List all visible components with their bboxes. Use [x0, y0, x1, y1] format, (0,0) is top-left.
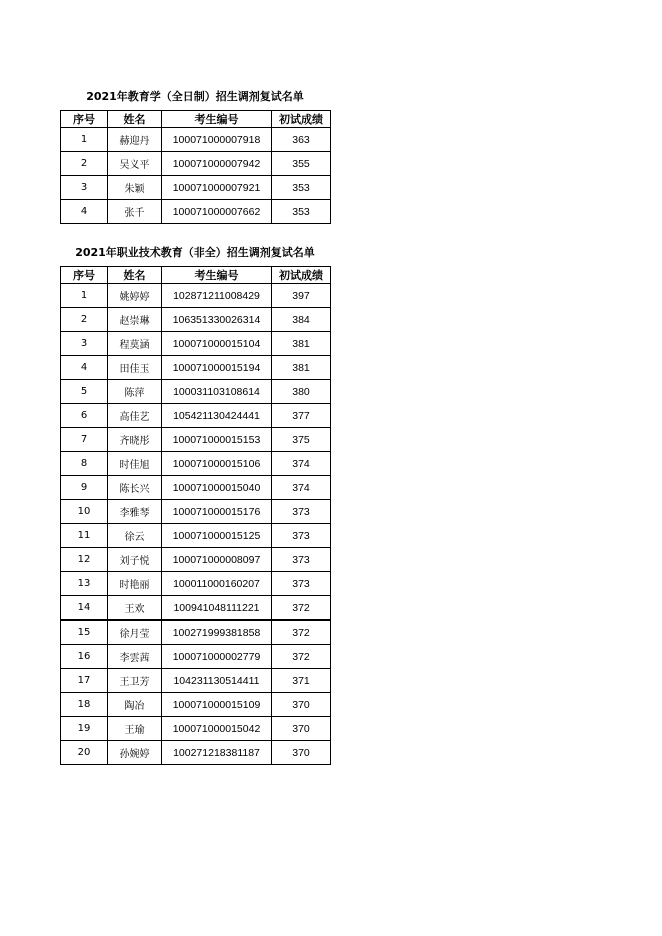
- cell-name: 李雅琴: [108, 500, 162, 524]
- cell-name: 徐月莹: [108, 620, 162, 645]
- cell-index: 18: [61, 693, 108, 717]
- cell-score: 370: [272, 693, 331, 717]
- cell-name: 陈萍: [108, 380, 162, 404]
- cell-exam-id: 100031103108614: [162, 380, 272, 404]
- cell-score: 353: [272, 200, 331, 224]
- cell-score: 371: [272, 669, 331, 693]
- cell-exam-id: 100071000015042: [162, 717, 272, 741]
- cell-score: 397: [272, 284, 331, 308]
- cell-index: 6: [61, 404, 108, 428]
- cell-index: 3: [61, 332, 108, 356]
- cell-score: 377: [272, 404, 331, 428]
- cell-name: 李雲茜: [108, 645, 162, 669]
- table-row: [61, 176, 331, 200]
- fulltime-education-section: [60, 88, 330, 224]
- cell-name: 齐晓彤: [108, 428, 162, 452]
- section-title: 2021年职业技术教育（非全）招生调剂复试名单: [75, 246, 315, 259]
- cell-score: 373: [272, 500, 331, 524]
- cell-exam-id: 100941048111221: [162, 596, 272, 621]
- cell-index: 16: [61, 645, 108, 669]
- cell-index: 13: [61, 572, 108, 596]
- table-row: [61, 596, 331, 621]
- cell-exam-id: 100071000007921: [162, 176, 272, 200]
- table-header-row: [61, 111, 331, 128]
- vocational-education-section: [60, 244, 330, 765]
- cell-index: 17: [61, 669, 108, 693]
- cell-name: 孙婉婷: [108, 741, 162, 765]
- cell-name: 赵崇琳: [108, 308, 162, 332]
- cell-score: 373: [272, 524, 331, 548]
- table-row: [61, 380, 331, 404]
- table-header-row: [61, 267, 331, 284]
- table-row: [61, 645, 331, 669]
- cell-name: 时佳旭: [108, 452, 162, 476]
- cell-name: 王欢: [108, 596, 162, 621]
- header-name: 姓名: [108, 267, 162, 284]
- cell-index: 8: [61, 452, 108, 476]
- cell-score: 373: [272, 548, 331, 572]
- cell-exam-id: 100071000015194: [162, 356, 272, 380]
- cell-name: 张千: [108, 200, 162, 224]
- cell-index: 7: [61, 428, 108, 452]
- table-row: [61, 524, 331, 548]
- cell-index: 5: [61, 380, 108, 404]
- cell-score: 372: [272, 596, 331, 621]
- table-row: [61, 500, 331, 524]
- cell-index: 11: [61, 524, 108, 548]
- cell-index: 19: [61, 717, 108, 741]
- cell-exam-id: 100071000008097: [162, 548, 272, 572]
- table-row: [61, 669, 331, 693]
- vocational-education-table: [60, 266, 331, 765]
- cell-name: 朱颖: [108, 176, 162, 200]
- table-row: [61, 128, 331, 152]
- cell-exam-id: 100071000007662: [162, 200, 272, 224]
- header-exam-id: 考生编号: [162, 267, 272, 284]
- table-row: [61, 717, 331, 741]
- cell-index: 2: [61, 152, 108, 176]
- cell-name: 王瑜: [108, 717, 162, 741]
- cell-index: 14: [61, 596, 108, 621]
- cell-name: 时艳丽: [108, 572, 162, 596]
- cell-index: 15: [61, 620, 108, 645]
- cell-exam-id: 102871211008429: [162, 284, 272, 308]
- cell-score: 372: [272, 645, 331, 669]
- table-row: [61, 741, 331, 765]
- cell-score: 381: [272, 356, 331, 380]
- cell-exam-id: 104231130514411: [162, 669, 272, 693]
- cell-exam-id: 100071000007918: [162, 128, 272, 152]
- cell-score: 370: [272, 717, 331, 741]
- cell-index: 10: [61, 500, 108, 524]
- cell-score: 372: [272, 620, 331, 645]
- cell-exam-id: 100011000160207: [162, 572, 272, 596]
- cell-index: 12: [61, 548, 108, 572]
- cell-score: 375: [272, 428, 331, 452]
- cell-score: 370: [272, 741, 331, 765]
- cell-exam-id: 100071000015104: [162, 332, 272, 356]
- table-row: [61, 620, 331, 645]
- header-name: 姓名: [108, 111, 162, 128]
- cell-name: 田佳玉: [108, 356, 162, 380]
- cell-exam-id: 100071000015176: [162, 500, 272, 524]
- cell-index: 2: [61, 308, 108, 332]
- cell-name: 陶冶: [108, 693, 162, 717]
- table-row: [61, 152, 331, 176]
- header-score: 初试成绩: [272, 111, 331, 128]
- header-index: 序号: [61, 267, 108, 284]
- cell-score: 353: [272, 176, 331, 200]
- table-row: [61, 404, 331, 428]
- cell-name: 赫迎丹: [108, 128, 162, 152]
- cell-score: 355: [272, 152, 331, 176]
- cell-exam-id: 100071000015125: [162, 524, 272, 548]
- cell-score: 380: [272, 380, 331, 404]
- cell-index: 20: [61, 741, 108, 765]
- cell-index: 1: [61, 128, 108, 152]
- table-row: [61, 548, 331, 572]
- header-score: 初试成绩: [272, 267, 331, 284]
- cell-exam-id: 100071000015040: [162, 476, 272, 500]
- section-title: 2021年教育学（全日制）招生调剂复试名单: [86, 90, 304, 103]
- table-row: [61, 452, 331, 476]
- cell-exam-id: 100071000002779: [162, 645, 272, 669]
- cell-name: 程莫涵: [108, 332, 162, 356]
- cell-score: 363: [272, 128, 331, 152]
- table-row: [61, 284, 331, 308]
- table-row: [61, 693, 331, 717]
- cell-exam-id: 100071000015153: [162, 428, 272, 452]
- cell-exam-id: 100071000015106: [162, 452, 272, 476]
- cell-name: 姚婷婷: [108, 284, 162, 308]
- table-row: [61, 356, 331, 380]
- table-row: [61, 476, 331, 500]
- fulltime-education-table: [60, 110, 331, 224]
- cell-name: 陈长兴: [108, 476, 162, 500]
- cell-name: 王卫芳: [108, 669, 162, 693]
- cell-exam-id: 100271218381187: [162, 741, 272, 765]
- cell-score: 373: [272, 572, 331, 596]
- cell-index: 4: [61, 356, 108, 380]
- cell-name: 高佳艺: [108, 404, 162, 428]
- cell-name: 刘子悦: [108, 548, 162, 572]
- cell-index: 1: [61, 284, 108, 308]
- table-row: [61, 332, 331, 356]
- cell-exam-id: 100071000007942: [162, 152, 272, 176]
- table-row: [61, 572, 331, 596]
- cell-exam-id: 106351330026314: [162, 308, 272, 332]
- cell-score: 381: [272, 332, 331, 356]
- header-index: 序号: [61, 111, 108, 128]
- table-row: [61, 428, 331, 452]
- cell-score: 374: [272, 452, 331, 476]
- cell-index: 4: [61, 200, 108, 224]
- cell-exam-id: 100071000015109: [162, 693, 272, 717]
- cell-name: 吴义平: [108, 152, 162, 176]
- cell-score: 384: [272, 308, 331, 332]
- cell-score: 374: [272, 476, 331, 500]
- table-row: [61, 200, 331, 224]
- cell-name: 徐云: [108, 524, 162, 548]
- table-row: [61, 308, 331, 332]
- cell-index: 9: [61, 476, 108, 500]
- cell-exam-id: 105421130424441: [162, 404, 272, 428]
- cell-exam-id: 100271999381858: [162, 620, 272, 645]
- header-exam-id: 考生编号: [162, 111, 272, 128]
- cell-index: 3: [61, 176, 108, 200]
